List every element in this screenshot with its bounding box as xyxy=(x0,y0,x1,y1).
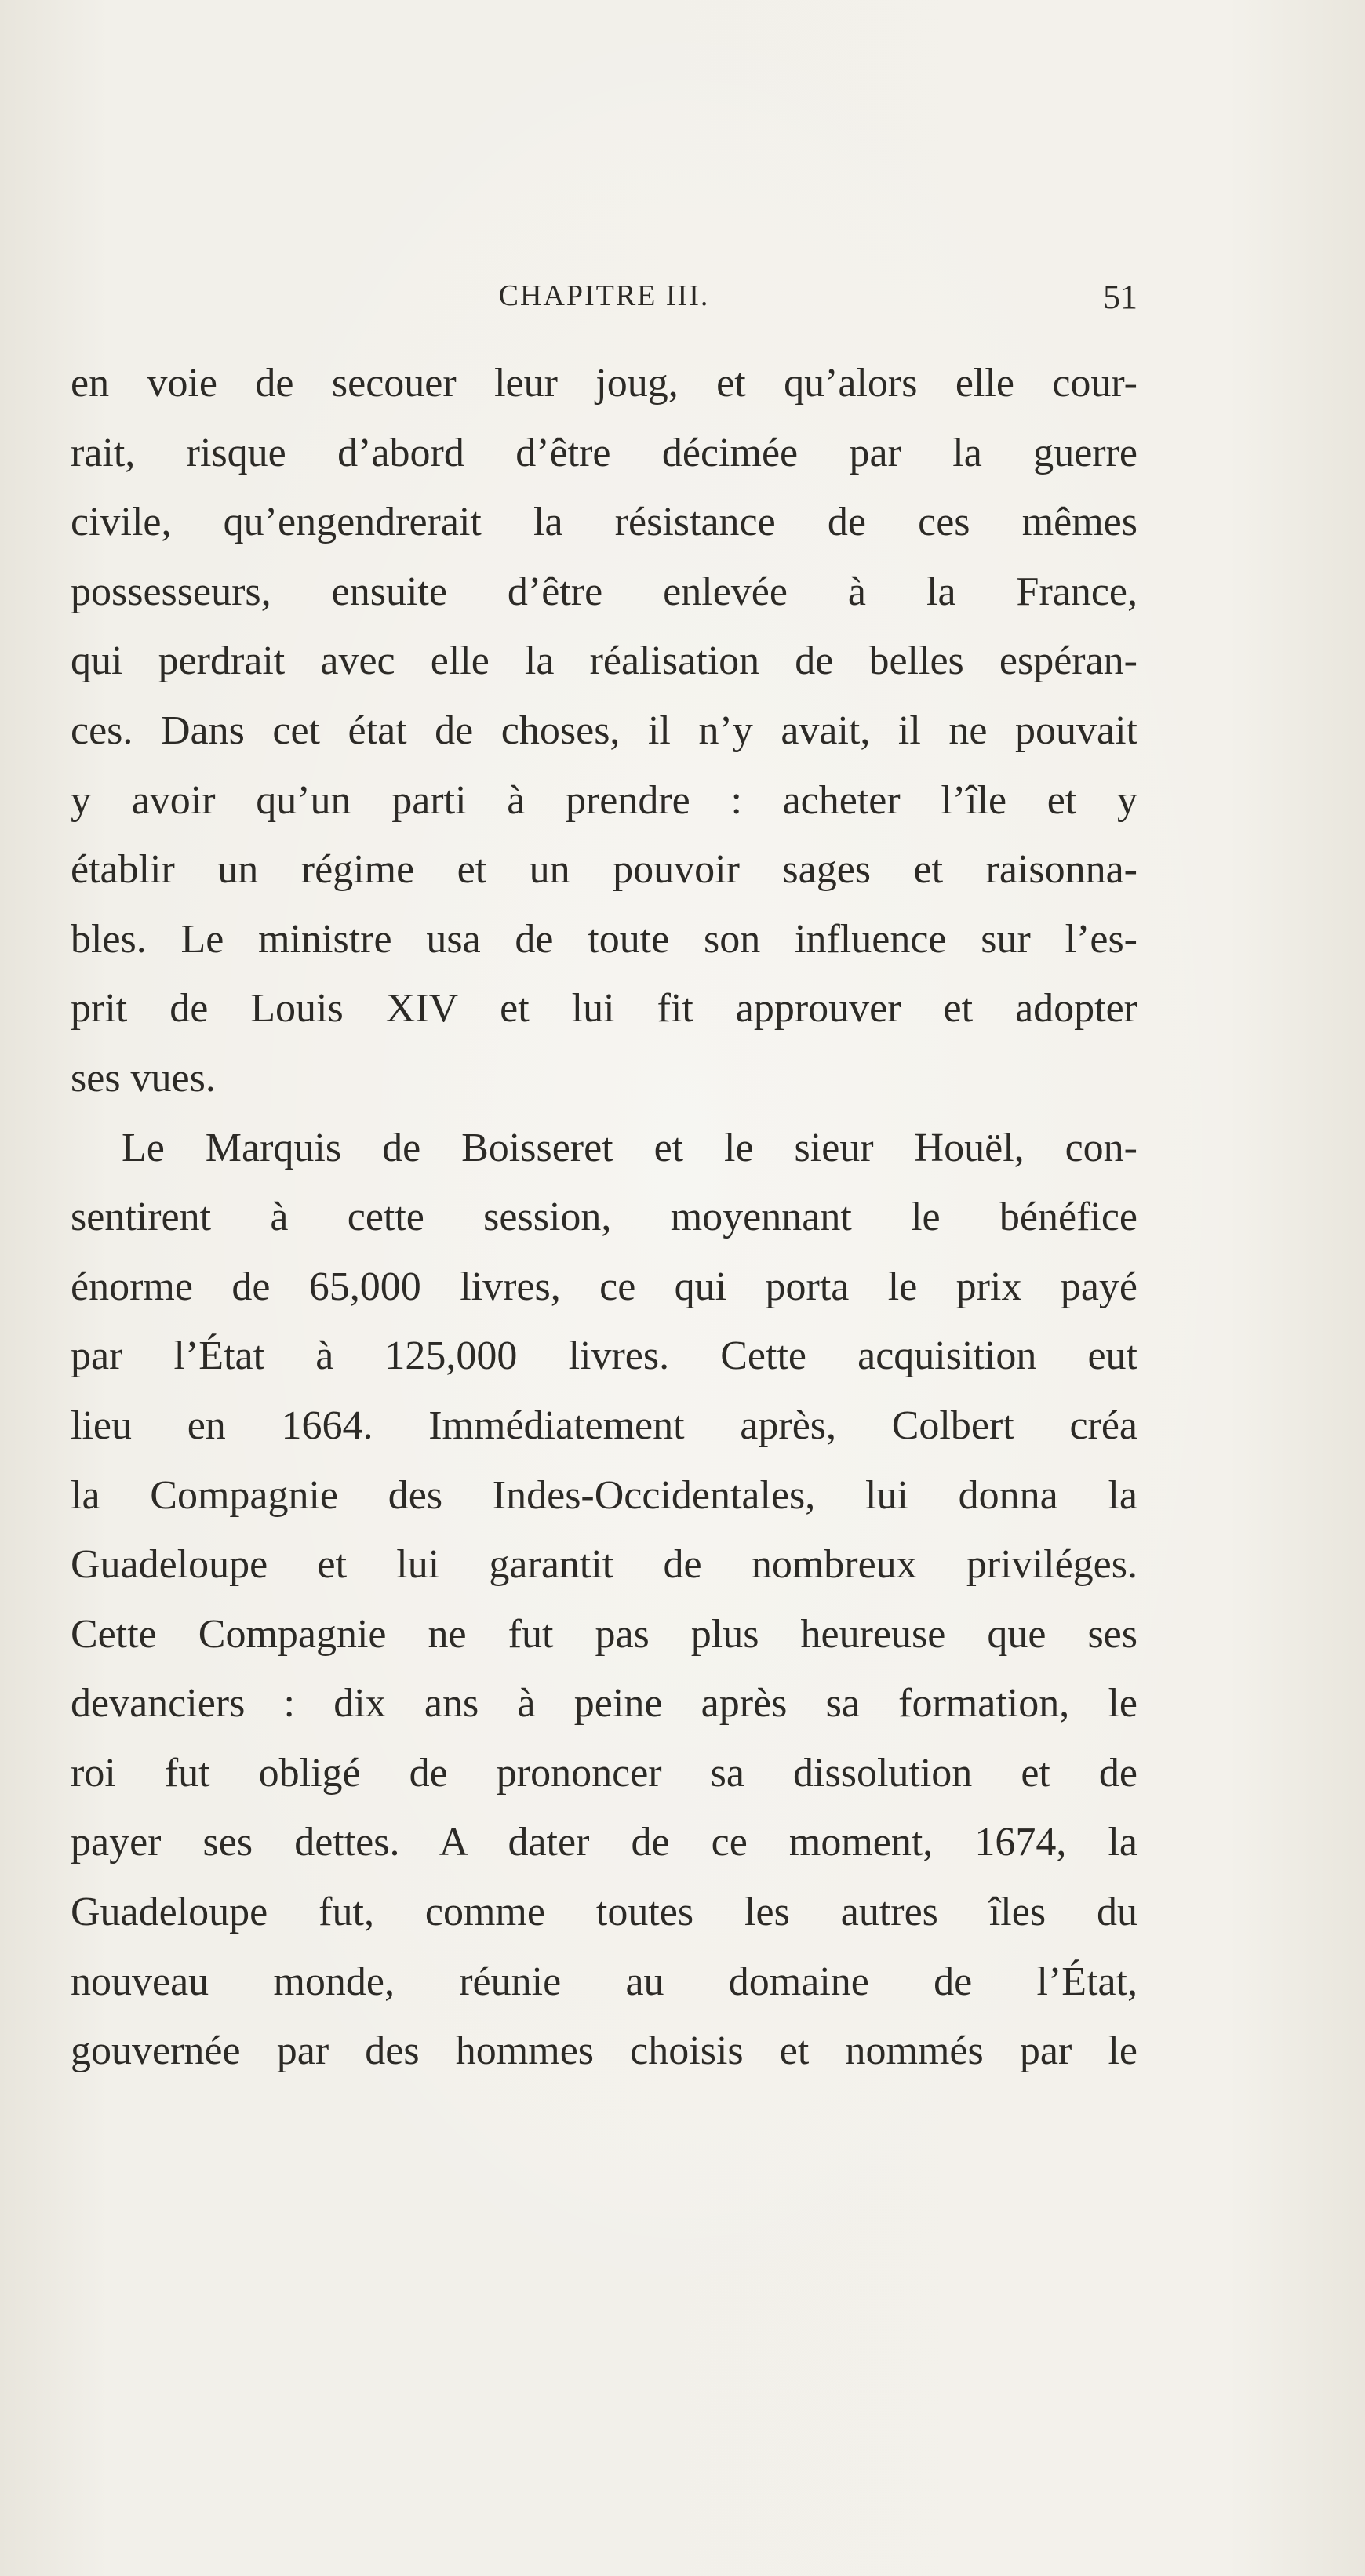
page-header xyxy=(71,278,1138,326)
body-text xyxy=(71,349,1138,2087)
paragraph-end-line: ses vues. xyxy=(71,1055,216,1101)
text-line: civile, qu’engendrerait la résistance de ces mêmes xyxy=(71,500,1138,545)
text-line: établir un régime et un pouvoir sages et raisonna- xyxy=(71,847,1138,893)
text-line: gouvernée par des hommes choisis et nommés par le xyxy=(71,2028,1138,2074)
text-line: bles. Le ministre usa de toute son influence sur l’es- xyxy=(71,916,1138,962)
text-line: énorme de 65,000 livres, ce qui porta le prix payé xyxy=(71,1264,1138,1309)
text-line: y avoir qu’un parti à prendre : acheter l’île et y xyxy=(71,777,1138,823)
text-line: sentirent à cette session, moyennant le bénéfice xyxy=(71,1195,1138,1240)
text-line: rait, risque d’abord d’être décimée par la guerre xyxy=(71,430,1138,475)
text-line: lieu en 1664. Immédiatement après, Colbert créa xyxy=(71,1403,1138,1448)
running-head: CHAPITRE III. xyxy=(498,279,710,312)
text-line: par l’État à 125,000 livres. Cette acquisition eut xyxy=(71,1333,1138,1379)
text-line: qui perdrait avec elle la réalisation de belles espéran- xyxy=(71,639,1138,684)
text-line: payer ses dettes. A dater de ce moment, 1674, la xyxy=(71,1820,1138,1865)
text-line: ces. Dans cet état de choses, il n’y avait, il ne pouvait xyxy=(71,708,1138,753)
text-line: la Compagnie des Indes-Occidentales, lui donna la xyxy=(71,1472,1138,1518)
text-line: nouveau monde, réunie au domaine de l’État, xyxy=(71,1959,1138,2004)
text-line: Cette Compagnie ne fut pas plus heureuse que ses xyxy=(71,1611,1138,1657)
text-line: possesseurs, ensuite d’être enlevée à la France, xyxy=(71,569,1138,614)
text-line: Guadeloupe fut, comme toutes les autres îles du xyxy=(71,1890,1138,1935)
text-line: Guadeloupe et lui garantit de nombreux priviléges. xyxy=(71,1542,1138,1588)
page-number: 51 xyxy=(1103,278,1138,316)
paragraph-start-line: Le Marquis de Boisseret et le sieur Houël, con- xyxy=(122,1125,1138,1170)
text-line: en voie de secouer leur joug, et qu’alors elle cour- xyxy=(71,361,1138,406)
text-line: roi fut obligé de prononcer sa dissolution et de xyxy=(71,1750,1138,1796)
text-line: prit de Louis XIV et lui fit approuver et adopter xyxy=(71,986,1138,1031)
text-line: devanciers : dix ans à peine après sa formation, le xyxy=(71,1681,1138,1726)
